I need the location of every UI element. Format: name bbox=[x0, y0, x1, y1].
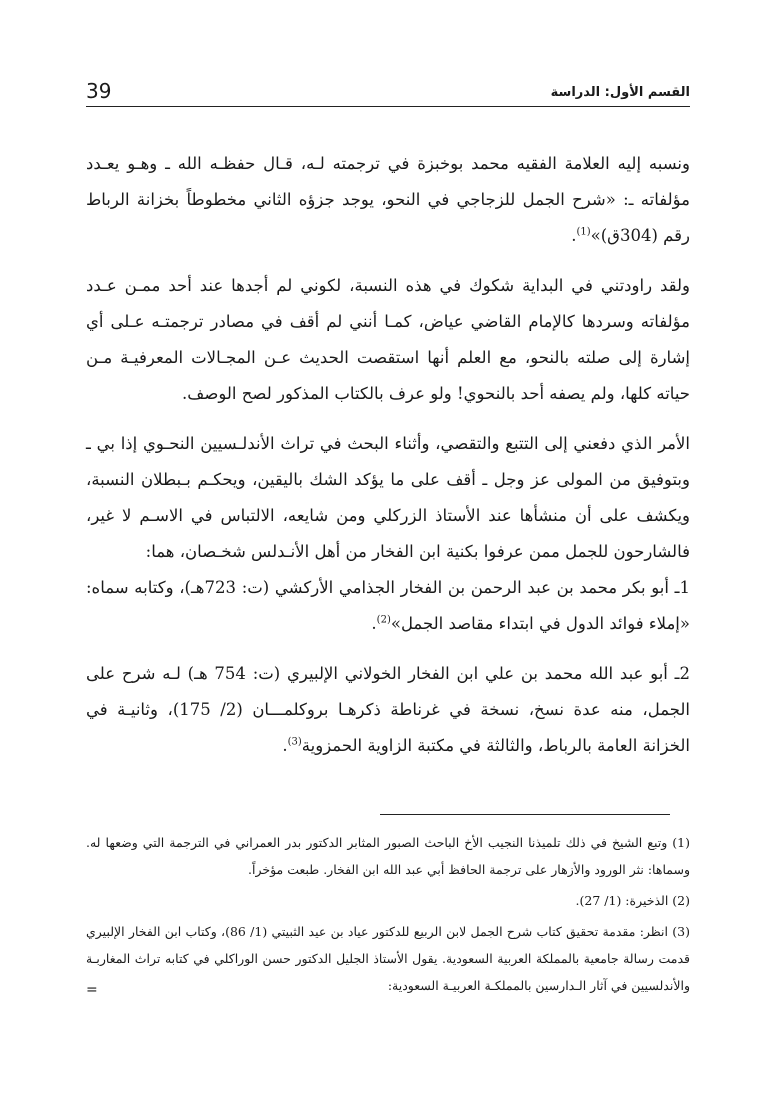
paragraph: الأمر الذي دفعني إلى التتبع والتقصي، وأثناء البحث في تراث الأندلـسيين النحـوي إذا بي ـ وبتوفيق من المولى عز وجل ـ أقف على ما يؤكد الشك باليقين، ويحكـم بـبطلان النسبة، ويكشف على أن منشأها عند الأستاذ الزركلي ومن شايعه، الالتباس في الاسـم لا غير، فالشارحون للجمل ممن عرفوا بكنية ابن الفخار من أهل الأنـدلس شخـصان، هما: bbox=[86, 434, 690, 561]
footnote-ref: (1) bbox=[576, 226, 591, 238]
list-item: 1ـ أبو بكر محمد بن عبد الرحمن بن الفخار الجذامي الأركشي (ت: 723هـ)، وكتابه سماه: «إملاء فوائد الدول في ابتداء مقاصد الجمل»$^{(2)}$. bbox=[86, 578, 690, 633]
running-title: القسم الأول: الدراسة bbox=[550, 85, 690, 100]
footnote: (2) الذخيرة: (1/ 27). bbox=[575, 893, 690, 908]
footnotes bbox=[86, 829, 690, 1003]
body-text bbox=[86, 146, 690, 778]
footnote-ref: (2) bbox=[376, 614, 391, 626]
page-number: 39 bbox=[86, 79, 112, 103]
list-item: 2ـ أبو عبد الله محمد بن علي ابن الفخار الخولاني الإلبيري (ت: 754 هـ) لـه شرح على الجمل، منه عدة نسخ، نسخة في غرناطة ذكرهـا بروكلمـــان (2/ 175)، وثانيـة في الخزانة العامة بالرباط، والثالثة في مكتبة الزاوية الحمزوية$^{(3)}$. bbox=[86, 664, 690, 755]
paragraph: ولقد راودتني في البداية شكوك في هذه النسبة، لكوني لم أجدها عند أحد ممـن عـدد مؤلفاته وسردها كالإمام القاضي عياض، كمـا أنني لم أقف في مصادر ترجمتـه عـلى أي إشارة إلى صلته بالنحو، مع العلم أنها استقصت الحديث عـن المجـالات المعرفيـة مـن حياته كلها، ولم يصفه أحد بالنحوي! ولو عرف بالكتاب المذكور لصح الوصف. bbox=[86, 276, 690, 403]
footnote: (3) انظر: مقدمة تحقيق كتاب شرح الجمل لابن الربيع للدكتور عياد بن عيد الثبيتي (1/ 86)، وكتاب ابن الفخار الإلبيري قدمت رسالة جامعية بالمملكة العربية السعودية. يقول الأستاذ الجليل الدكتور حسن الوراكلي في كتابه تراث المغاربـة والأندلسيين في آثار الـدارسين بالمملكـة العربيـة السعودية: bbox=[86, 924, 691, 993]
footnote-ref: (3) bbox=[287, 736, 302, 748]
page-header bbox=[86, 78, 690, 107]
footnote: (1) وتبع الشيخ في ذلك تلميذنا النجيب الأخ الباحث الصبور المثابر الدكتور بدر العمراني في الترجمة التي وضعها له. وسماها: نثر الورود والأزهار على ترجمة الحافظ أبي عبد الله ابن الفخار. طبعت مؤخراً. bbox=[86, 835, 690, 877]
paragraph: ونسبه إليه العلامة الفقيه محمد بوخبزة في ترجمته لـه، قـال حفظـه الله ـ وهـو يعـدد مؤلفاته ـ: «شرح الجمل للزجاجي في النحو، يوجد جزؤه الثاني مخطوطاً بخزانة الرباط رقم (304ق)»$^{(1)}$. bbox=[86, 154, 690, 245]
footnote-divider bbox=[380, 814, 670, 815]
continuation-mark: = bbox=[86, 982, 98, 998]
